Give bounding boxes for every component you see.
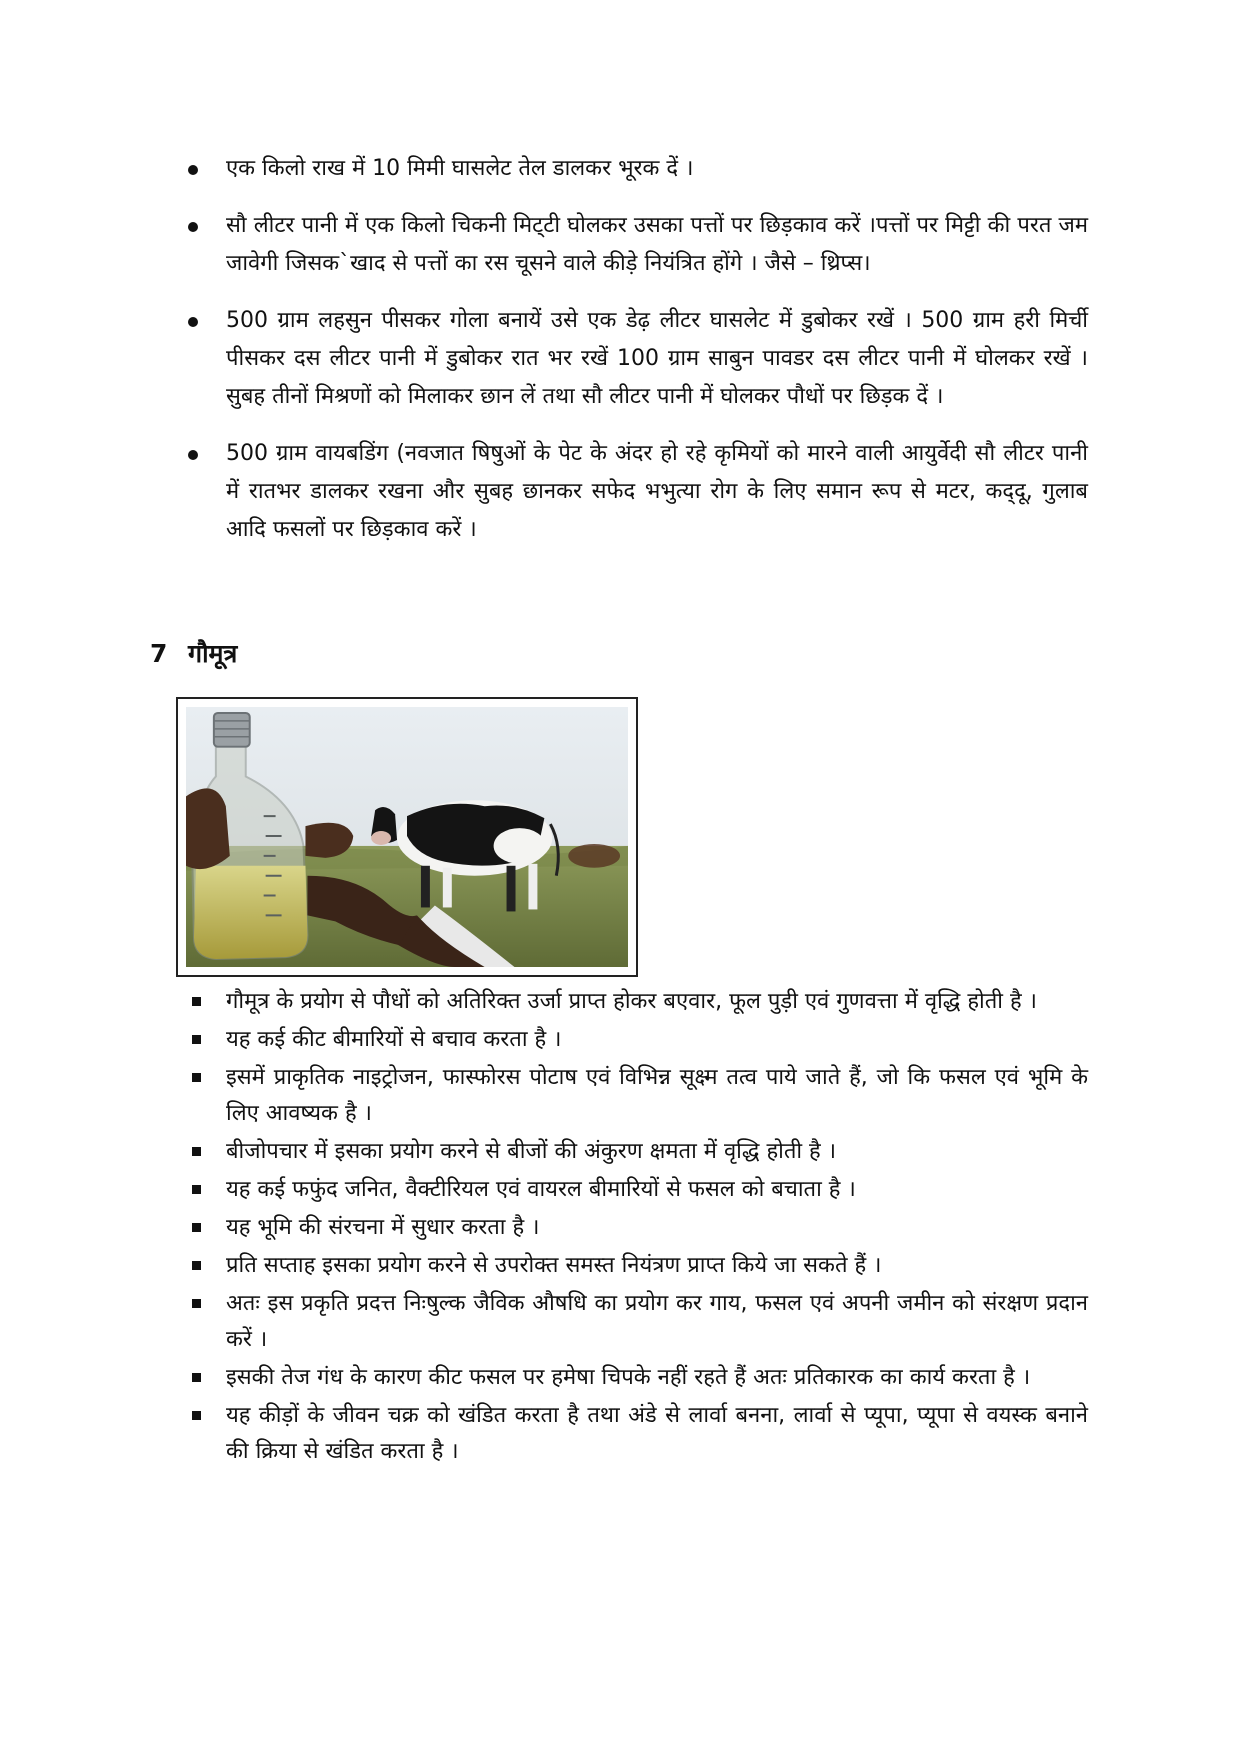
bullet-text: इसकी तेज गंध के कारण कीट फसल पर हमेषा चिपके नहीं रहते हैं अतः प्रतिकारक का कार्य करता है । [226,1365,1031,1390]
bullet-text: यह कई कीट बीमारियों से बचाव करता है । [226,1027,562,1052]
bullet-square-icon [192,1411,201,1420]
bullet-item [192,1286,1088,1358]
bullet-square-icon [192,1373,201,1382]
bullet-square-icon [192,1261,201,1270]
bullet-text: गौमूत्र के प्रयोग से पौधों को अतिरिक्त उर्जा प्राप्त होकर बएवार, फूल पुड़ी एवं गुणवत्ता में वृद्धि होती है । [226,989,1037,1014]
bullet-text: यह कीड़ों के जीवन चक्र को खंडित करता है तथा अंडे से लार्वा बनना, लार्वा से प्यूपा, प्यूपा से वयस्क बनाने की क्रिया से खंडित करता है । [226,1403,1088,1464]
bullet-dot-icon [188,165,198,175]
bullet-item [192,1248,1088,1284]
bullet-item [192,1172,1088,1208]
bullet-dot-icon [188,450,198,460]
bullet-item [192,1360,1088,1396]
remedy-bullet-list [188,150,1088,568]
section-heading [150,636,237,670]
bullet-square-icon [192,1147,201,1156]
bullet-square-icon [192,997,201,1006]
bullet-item [192,1134,1088,1170]
cow-urine-photo [176,697,638,977]
bullet-item [188,302,1088,416]
bullet-square-icon [192,1185,201,1194]
bullet-text: 500 ग्राम लहसुन पीसकर गोला बनायें उसे एक डेढ़ लीटर घासलेट में डुबोकर रखें । 500 ग्राम हरी मिर्ची पीसकर दस लीटर पानी में डुबोकर रात भर रखें 100 ग्राम साबुन पावडर दस लीटर पानी में घोलकर रखें । सुबह तीनों मिश्रणों को मिलाकर छान लें तथा सौ लीटर पानी में घोलकर पौधों पर छिड़क दें । [226,308,1088,409]
bullet-item [188,150,1088,188]
bullet-item [192,1210,1088,1246]
section-title: गौमूत्र [188,639,238,668]
bullet-text: प्रति सप्ताह इसका प्रयोग करने से उपरोक्त समस्त नियंत्रण प्राप्त किये जा सकते हैं । [226,1253,882,1278]
photo-illustration [186,707,628,967]
bullet-text: यह भूमि की संरचना में सुधार करता है । [226,1215,540,1240]
bullet-text: सौ लीटर पानी में एक किलो चिकनी मिट्‌टी घोलकर उसका पत्तों पर छिड़काव करें ।पत्तों पर मिट्टी की परत जम जावेगी जिसक`खाद से पत्तों का रस चूसने वाले कीड़े नियंत्रित होंगे । जैसे – थ्रिप्स। [226,213,1088,276]
bullet-text: 500 ग्राम वायबडिंग (नवजात षिषुओं के पेट के अंदर हो रहे कृमियों को मारने वाली आयुर्वेदी सौ लीटर पानी में रातभर डालकर रखना और सुबह छानकर सफेद भभुत्या रोग के लिए समान रूप से मटर, कद्‌दू, गुलाब आदि फसलों पर छिड़काव करें । [226,441,1088,542]
bullet-text: अतः इस प्रकृति प्रदत्त निःषुल्क जैविक औषधि का प्रयोग कर गाय, फसल एवं अपनी जमीन को संरक्षण प्रदान करें । [226,1291,1088,1352]
section-number: 7 [150,639,168,668]
bullet-square-icon [192,1073,201,1082]
cow-urine-benefits-list [192,984,1088,1472]
bullet-square-icon [192,1035,201,1044]
bullet-dot-icon [188,222,198,232]
bullet-text: इसमें प्राकृतिक नाइट्रोजन, फास्फोरस पोटाष एवं विभिन्न सूक्ष्म तत्व पाये जाते हैं, जो कि फसल एवं भूमि के लिए आवष्यक है । [226,1065,1088,1126]
bullet-square-icon [192,1299,201,1308]
bullet-text: एक किलो राख में 10 मिमी घासलेट तेल डालकर भूरक दें । [226,156,694,181]
bullet-item [188,207,1088,283]
bullet-square-icon [192,1223,201,1232]
bullet-item [192,1060,1088,1132]
bullet-dot-icon [188,317,198,327]
bullet-text: यह कई फफुंद जनित, वैक्टीरियल एवं वायरल बीमारियों से फसल को बचाता है । [226,1177,856,1202]
bullet-text: बीजोपचार में इसका प्रयोग करने से बीजों की अंकुरण क्षमता में वृद्धि होती है । [226,1139,837,1164]
bullet-item [188,435,1088,549]
bullet-item [192,1022,1088,1058]
bullet-item [192,1398,1088,1470]
bullet-item [192,984,1088,1020]
